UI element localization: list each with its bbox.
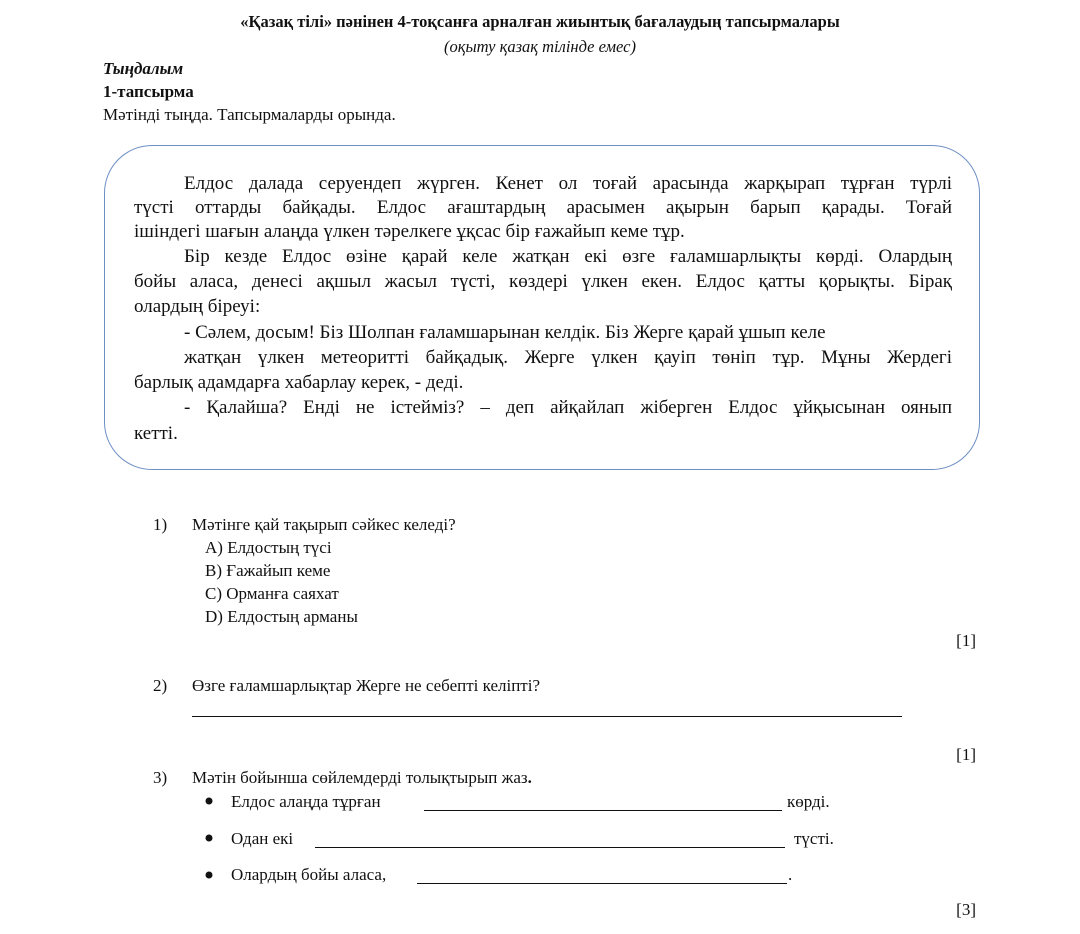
text-line: барлық адамдарға хабарлау керек, - деді. <box>134 372 464 393</box>
fill-item-suffix: көрді. <box>787 792 830 811</box>
fill-item-prefix: Одан екі <box>231 829 294 848</box>
answer-line[interactable] <box>417 883 787 884</box>
text-line: бойы аласа, денесі ақшыл жасыл түсті, көздері үлкен екен. Елдос қатты қорықты. Бірақ <box>134 271 952 292</box>
question-number: 1) <box>153 515 168 534</box>
answer-option: C) Орманға саяхат <box>205 584 339 603</box>
answer-line[interactable] <box>315 847 785 848</box>
question-text: Мәтінге қай тақырып сәйкес келеді? <box>192 515 456 534</box>
question-text: Өзге ғаламшарлықтар Жерге не себепті келіпті? <box>192 676 541 695</box>
score-mark: [1] <box>956 745 976 764</box>
task-heading: 1-тапсырма <box>103 82 194 101</box>
text-line: олардың біреуі: <box>134 296 261 317</box>
answer-line[interactable] <box>192 716 902 717</box>
answer-option: D) Елдостың арманы <box>205 607 358 626</box>
answer-option: A) Елдостың түсі <box>205 538 332 557</box>
bullet-icon <box>205 871 213 879</box>
question-text-period: . <box>527 768 532 787</box>
score-mark: [1] <box>956 631 976 650</box>
text-line: ішіндегі шағын алаңда үлкен тәрелкеге ұқсас бір ғажайып кеме тұр. <box>134 221 685 242</box>
task-instruction: Мәтінді тыңда. Тапсырмаларды орында. <box>103 105 396 124</box>
text-line: Бір кезде Елдос өзіне қарай келе жатқан екі өзге ғаламшарлықты көрді. Олардың <box>184 246 952 267</box>
answer-option: B) Ғажайып кеме <box>205 561 331 580</box>
answer-line[interactable] <box>424 810 782 811</box>
question-text-wrapper <box>192 768 532 788</box>
fill-item-prefix: Елдос алаңда тұрған <box>231 792 381 811</box>
text-line: Елдос далада серуендеп жүрген. Кенет ол тоғай арасында жарқырап тұрған түрлі <box>184 173 952 194</box>
text-line: - Сәлем, досым! Біз Шолпан ғаламшарынан келдік. Біз Жерге қарай ұшып келе <box>184 322 826 343</box>
text-line: кетті. <box>134 423 178 444</box>
fill-item-suffix: . <box>788 865 793 884</box>
section-heading: Тыңдалым <box>103 59 184 78</box>
bullet-icon <box>205 834 213 842</box>
fill-item-prefix: Олардың бойы аласа, <box>231 865 387 884</box>
text-line: түсті оттарды байқады. Елдос ағаштардың арасымен ақырын барып қарады. Тоғай <box>134 197 952 218</box>
text-line: - Қалайша? Енді не істейміз? – деп айқайлап жіберген Елдос ұйқысынан оянып <box>184 397 952 418</box>
question-number: 2) <box>153 676 168 695</box>
bullet-icon <box>205 797 213 805</box>
page-subtitle: (оқыту қазақ тілінде емес) <box>444 37 636 56</box>
fill-item-suffix: түсті. <box>794 829 834 848</box>
text-line: жатқан үлкен метеоритті байқадық. Жерге үлкен қауіп төніп тұр. Мұны Жердегі <box>184 347 952 368</box>
score-mark: [3] <box>956 900 976 919</box>
page-title: «Қазақ тілі» пәнінен 4-тоқсанға арналған жиынтық бағалаудың тапсырмалары <box>240 12 840 31</box>
question-number: 3) <box>153 768 168 787</box>
question-text: Мәтін бойынша сөйлемдерді толықтырып жаз <box>192 768 528 787</box>
